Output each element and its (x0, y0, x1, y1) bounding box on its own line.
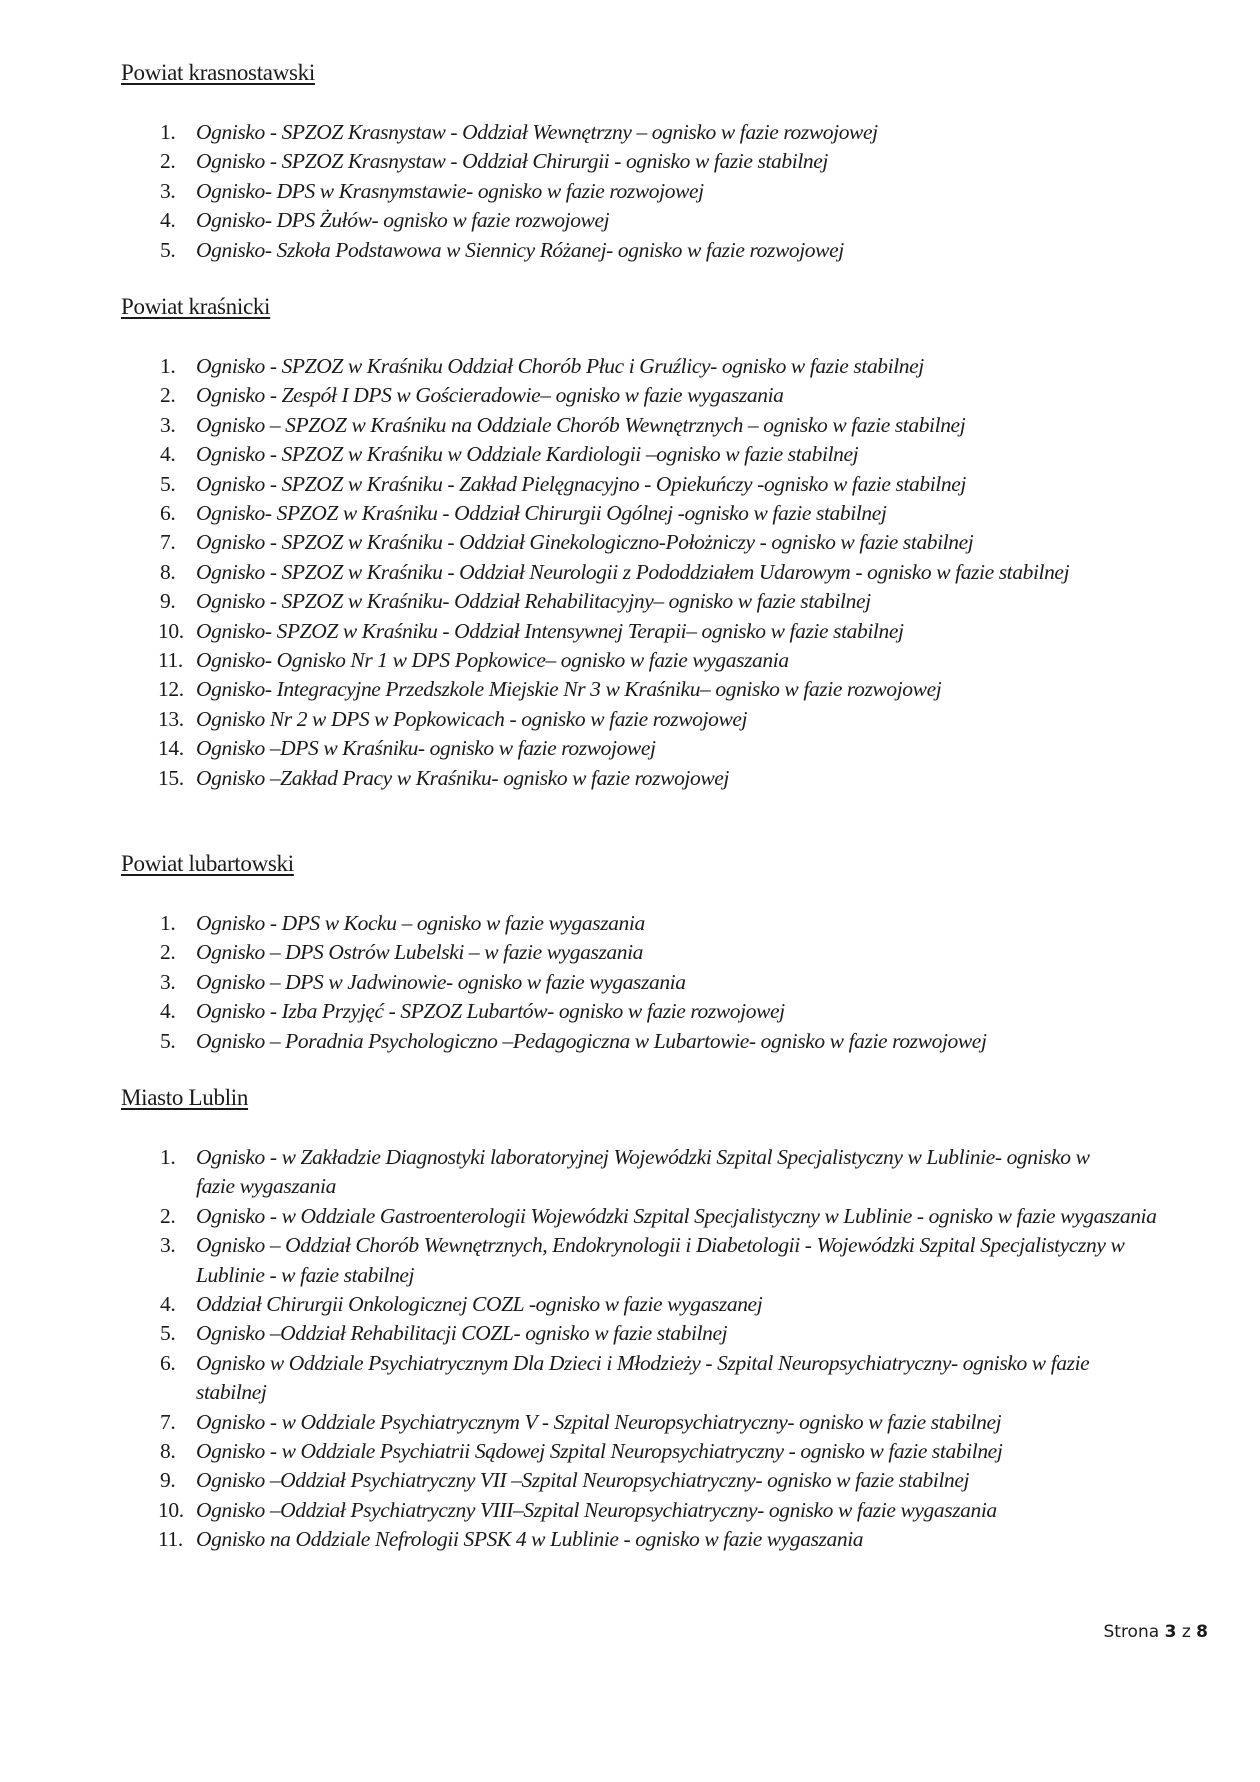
item-number: 15. (158, 765, 184, 790)
item-number: 14. (158, 736, 184, 761)
list-item (0, 1290, 1260, 1319)
list-item (0, 1027, 1260, 1056)
list-item (0, 734, 1260, 763)
list-item (0, 118, 1260, 147)
list-item (0, 1466, 1260, 1495)
list-krasnicki (0, 352, 1260, 793)
item-number: 12. (158, 677, 184, 702)
item-text: Ognisko na Oddziale Nefrologii SPSK 4 w Lublinie - ognisko w fazie wygaszania (196, 1527, 864, 1552)
item-text: Ognisko –Oddział Psychiatryczny VIII–Szpital Neuropsychiatryczny- ognisko w fazie wygaszania (196, 1497, 997, 1522)
item-number: 1. (160, 911, 176, 935)
item-text: Ognisko - w Zakładzie Diagnostyki laboratoryjnej Wojewódzki Szpital Specjalistyczny w Lublinie- ognisko w fazie wygaszania (196, 1145, 1090, 1199)
item-text: Ognisko - w Oddziale Gastroenterologii Wojewódzki Szpital Specjalistyczny w Lublinie - ognisko w fazie wygaszania (196, 1203, 1157, 1228)
item-text: Oddział Chirurgii Onkologicznej COZL -ognisko w fazie wygaszanej (196, 1292, 763, 1317)
item-number: 10. (158, 618, 184, 643)
item-number: 3. (160, 1233, 176, 1258)
item-number: 5. (160, 1321, 176, 1346)
item-text: Ognisko- Integracyjne Przedszkole Miejskie Nr 3 w Kraśniku– ognisko w fazie rozwojowej (196, 677, 942, 702)
item-text: Ognisko – DPS w Jadwinowie- ognisko w fazie wygaszania (196, 969, 686, 994)
total-pages-number: 8 (1196, 1622, 1208, 1642)
list-item (0, 147, 1260, 176)
item-text: Ognisko - SPZOZ Krasnystaw - Oddział Wewnętrzny – ognisko w fazie rozwojowej (196, 120, 878, 144)
list-item (0, 764, 1260, 793)
item-number: 4. (160, 208, 176, 233)
list-item (0, 1349, 1260, 1408)
item-number: 7. (160, 1409, 176, 1434)
item-number: 2. (160, 383, 176, 408)
list-item (0, 997, 1260, 1026)
section-heading-krasnicki: Powiat kraśnicki (121, 294, 271, 319)
item-text: Ognisko –Zakład Pracy w Kraśniku- ognisko w fazie rozwojowej (196, 765, 729, 790)
item-number: 1. (160, 1145, 176, 1169)
item-number: 2. (160, 940, 176, 965)
item-number: 4. (160, 442, 176, 467)
item-number: 2. (160, 149, 176, 174)
list-item (0, 411, 1260, 440)
list-krasnostawski (0, 118, 1260, 265)
item-number: 3. (160, 178, 176, 203)
list-item (0, 968, 1260, 997)
list-item (0, 470, 1260, 499)
list-item (0, 705, 1260, 734)
item-text: Ognisko- SPZOZ w Kraśniku - Oddział Chirurgii Ogólnej -ognisko w fazie stabilnej (196, 501, 887, 526)
list-item (0, 1437, 1260, 1466)
item-text: Ognisko - SPZOZ Krasnystaw - Oddział Chirurgii - ognisko w fazie stabilnej (196, 149, 828, 174)
list-item (0, 177, 1260, 206)
list-item (0, 587, 1260, 616)
item-number: 10. (158, 1497, 184, 1522)
item-text: Ognisko – Poradnia Psychologiczno –Pedagogiczna w Lubartowie- ognisko w fazie rozwojowej (196, 1028, 987, 1053)
item-text: Ognisko - SPZOZ w Kraśniku - Oddział Neurologii z Pododdziałem Udarowym - ognisko w fazie stabilnej (196, 559, 1070, 584)
list-item (0, 1408, 1260, 1437)
list-item (0, 381, 1260, 410)
item-text: Ognisko- Szkoła Podstawowa w Siennicy Różanej- ognisko w fazie rozwojowej (196, 237, 844, 262)
item-text: Ognisko - SPZOZ w Kraśniku w Oddziale Kardiologii –ognisko w fazie stabilnej (196, 442, 859, 467)
item-number: 5. (160, 1028, 176, 1053)
list-item (0, 1143, 1260, 1202)
item-number: 3. (160, 969, 176, 994)
item-text: Ognisko w Oddziale Psychiatrycznym Dla Dzieci i Młodzieży - Szpital Neuropsychiatryczny- ognisko w fazie stabilnej (196, 1350, 1090, 1405)
item-text: Ognisko Nr 2 w DPS w Popkowicach - ognisko w fazie rozwojowej (196, 706, 748, 731)
section-heading-lubartowski: Powiat lubartowski (121, 851, 294, 876)
list-item (0, 1525, 1260, 1554)
item-number: 3. (160, 412, 176, 437)
item-text: Ognisko- DPS w Krasnymstawie- ognisko w fazie rozwojowej (196, 178, 704, 203)
item-text: Ognisko - SPZOZ w Kraśniku - Zakład Pielęgnacyjno - Opiekuńczy -ognisko w fazie stabilnej (196, 471, 966, 496)
item-text: Ognisko - Izba Przyjęć - SPZOZ Lubartów- ognisko w fazie rozwojowej (196, 999, 785, 1024)
list-item (0, 1319, 1260, 1348)
item-number: 5. (160, 237, 176, 262)
item-text: Ognisko - SPZOZ w Kraśniku - Oddział Ginekologiczno-Położniczy - ognisko w fazie stabilnej (196, 530, 974, 555)
list-miasto-lublin (0, 1143, 1260, 1555)
list-item (0, 558, 1260, 587)
item-number: 9. (160, 1468, 176, 1493)
item-number: 4. (160, 999, 176, 1024)
page-number-footer (1103, 1622, 1208, 1642)
page-label: Strona (1103, 1622, 1160, 1642)
item-text: Ognisko - DPS w Kocku – ognisko w fazie wygaszania (196, 911, 645, 935)
list-item (0, 440, 1260, 469)
item-text: Ognisko- DPS Żułów- ognisko w fazie rozwojowej (196, 208, 610, 233)
list-item (0, 617, 1260, 646)
item-number: 1. (160, 120, 176, 144)
list-item (0, 1231, 1260, 1290)
item-text: Ognisko –DPS w Kraśniku- ognisko w fazie rozwojowej (196, 736, 656, 761)
item-number: 11. (158, 1527, 183, 1552)
item-text: Ognisko- Ognisko Nr 1 w DPS Popkowice– ognisko w fazie wygaszania (196, 648, 789, 673)
item-text: Ognisko - SPZOZ w Kraśniku- Oddział Rehabilitacyjny– ognisko w fazie stabilnej (196, 589, 871, 614)
item-text: Ognisko –Oddział Rehabilitacji COZL- ognisko w fazie stabilnej (196, 1321, 728, 1346)
item-text: Ognisko - Zespół I DPS w Gościeradowie– ognisko w fazie wygaszania (196, 383, 784, 408)
item-text: Ognisko – SPZOZ w Kraśniku na Oddziale Chorób Wewnętrznych – ognisko w fazie stabilnej (196, 412, 966, 437)
list-item (0, 1496, 1260, 1525)
item-number: 11. (158, 648, 183, 673)
list-item (0, 1202, 1260, 1231)
list-item (0, 236, 1260, 265)
item-text: Ognisko – Oddział Chorób Wewnętrznych, Endokrynologii i Diabetologii - Wojewódzki Szpital Specjalistyczny w Lublinie - w fazie stabilnej (196, 1233, 1125, 1287)
section-heading-miasto-lublin: Miasto Lublin (121, 1085, 249, 1110)
list-item (0, 352, 1260, 381)
list-item (0, 206, 1260, 235)
item-number: 1. (160, 354, 176, 378)
item-number: 13. (158, 706, 184, 731)
item-number: 8. (160, 559, 176, 584)
item-number: 8. (160, 1439, 176, 1464)
item-number: 6. (160, 501, 176, 526)
section-heading-krasnostawski: Powiat krasnostawski (121, 60, 315, 85)
item-number: 5. (160, 471, 176, 496)
page-separator: z (1181, 1622, 1191, 1642)
item-number: 6. (160, 1350, 176, 1375)
current-page-number: 3 (1164, 1622, 1177, 1642)
item-text: Ognisko- SPZOZ w Kraśniku - Oddział Intensywnej Terapii– ognisko w fazie stabilnej (196, 618, 904, 643)
list-lubartowski (0, 909, 1260, 1056)
list-item (0, 646, 1260, 675)
item-number: 7. (160, 530, 176, 555)
list-item (0, 528, 1260, 557)
list-item (0, 499, 1260, 528)
item-number: 4. (160, 1292, 176, 1317)
item-text: Ognisko - SPZOZ w Kraśniku Oddział Chorób Płuc i Gruźlicy- ognisko w fazie stabilnej (196, 354, 924, 378)
item-text: Ognisko –Oddział Psychiatryczny VII –Szpital Neuropsychiatryczny- ognisko w fazie stabilnej (196, 1468, 970, 1493)
item-text: Ognisko – DPS Ostrów Lubelski – w fazie wygaszania (196, 940, 644, 965)
item-text: Ognisko - w Oddziale Psychiatrii Sądowej Szpital Neuropsychiatryczny - ognisko w fazie stabilnej (196, 1439, 1003, 1464)
list-item (0, 909, 1260, 938)
item-number: 2. (160, 1203, 176, 1228)
list-item (0, 938, 1260, 967)
list-item (0, 675, 1260, 704)
item-number: 9. (160, 589, 176, 614)
item-text: Ognisko - w Oddziale Psychiatrycznym V - Szpital Neuropsychiatryczny- ognisko w fazie stabilnej (196, 1409, 1002, 1434)
